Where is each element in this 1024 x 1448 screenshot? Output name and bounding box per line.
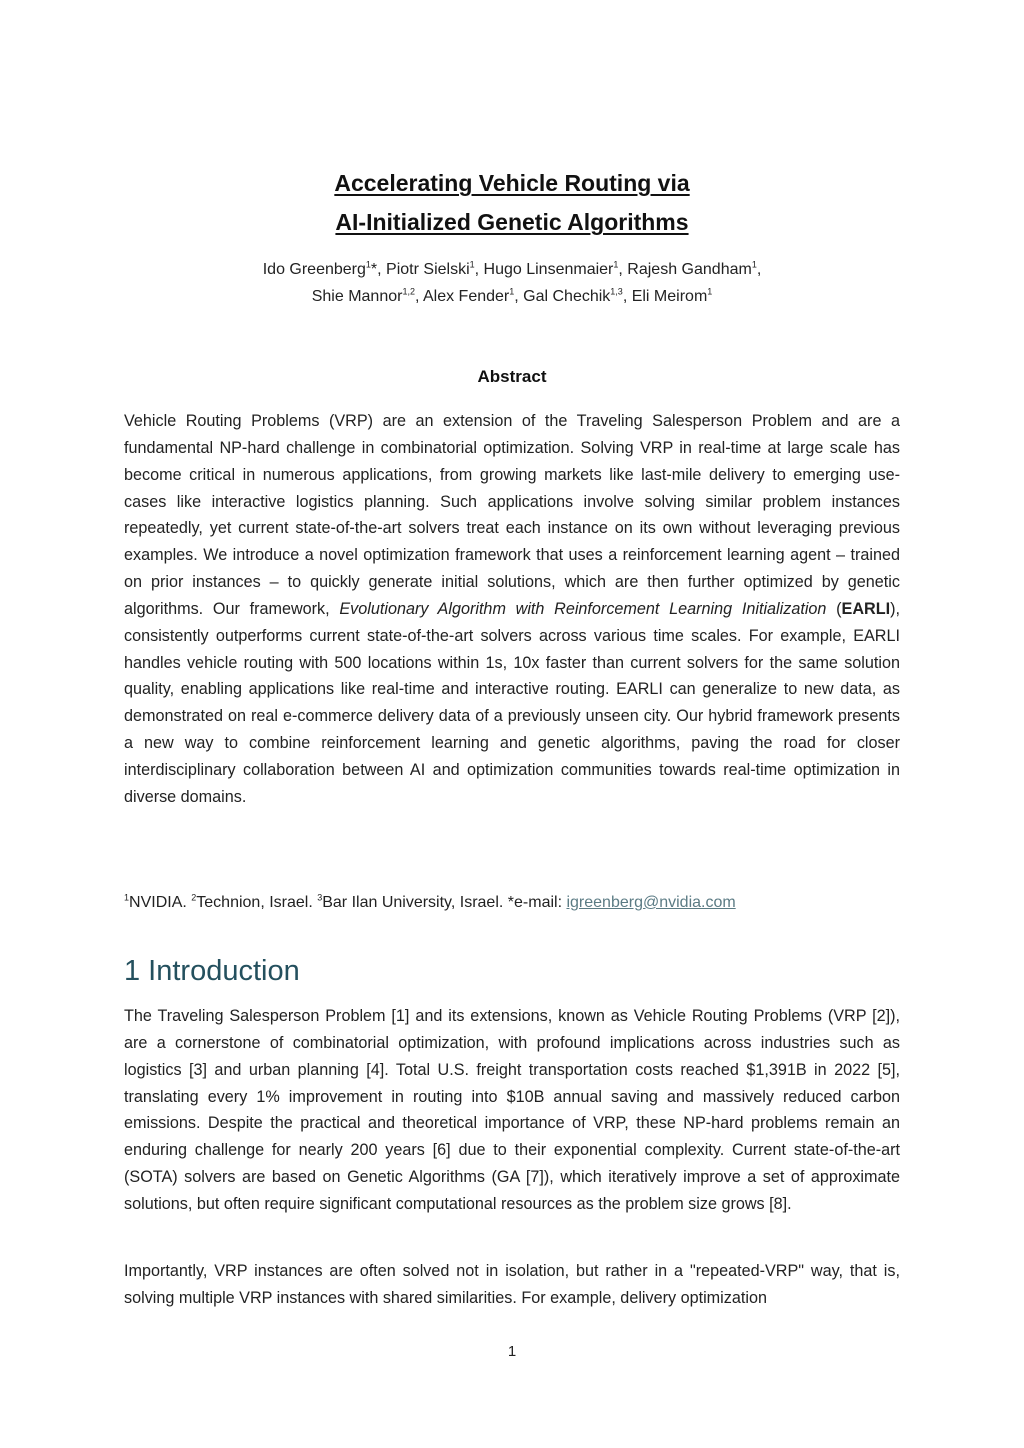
author-name: Hugo Linsenmaier [483,261,614,278]
author-affiliation-sup: 1,2 [402,286,415,297]
abstract-text-part-1: Vehicle Routing Problems (VRP) are an extension of the Traveling Salesperson Problem and are a fundamental NP-hard challenge in combinatorial optimization. Solving VRP in real-time at large scale has become critical in numerous applications, from growing markets like last-mile delivery to emerging use-cases like interactive logistics planning. Such applications involve solving similar problem instances repeatedly, yet current state-of-the-art solvers treat each instance on its own without leveraging previous examples. We introduce a novel optimization framework that uses a reinforcement learning agent – trained on prior instances – to quickly generate initial solutions, which are then further optimized by genetic algorithms. Our framework, [124,412,900,618]
author-name: Shie Mannor [311,288,403,305]
affiliation-sup: 1 [124,892,130,903]
affiliations-footnote [124,891,900,915]
author-name: Gal Chechik [523,288,611,305]
email-label: *e-mail: [507,894,567,911]
author-name: Eli Meirom [631,288,708,305]
author-name: Ido Greenberg [262,261,366,278]
author-name: Alex Fender [422,288,510,305]
author-affiliation-sup: 1 [613,259,619,270]
author-affiliation-sup: 1 [751,259,757,270]
author-name: Piotr Sielski [386,261,470,278]
framework-acronym: EARLI [841,599,891,618]
abstract-heading: Abstract [477,367,547,386]
author-line-2: Shie Mannor$^{1,2}$, Alex Fender$^1$, Gal Chechik$^{1,3}$, Eli Meirom$^1$ [311,286,713,305]
author-affiliation-sup: 1,3 [610,286,623,297]
abstract-body [124,408,900,811]
framework-name: Evolutionary Algorithm with Reinforcement Learning Initialization [339,599,827,618]
affiliation-text: Bar Ilan University, Israel. [322,894,508,911]
email-link[interactable]: igreenberg@nvidia.com [566,894,736,911]
author-affiliation-sup: 1 [509,286,515,297]
section-heading-introduction: 1 Introduction [124,955,300,987]
abstract-paren: ( [826,599,842,618]
author-affiliation-sup: 1 [707,286,713,297]
affiliation-text: Technion, Israel. [196,894,318,911]
author-affiliation-sup: 1 [365,259,371,270]
affiliation-sup: 2 [191,892,197,903]
corresponding-mark: * [370,261,378,278]
intro-paragraph-2: Importantly, VRP instances are often solved not in isolation, but rather in a "repeated-VRP" way, that is, solving multiple VRP instances with shared similarities. For example, delivery optimization [124,1262,900,1307]
intro-paragraph-1: The Traveling Salesperson Problem [1] and its extensions, known as Vehicle Routing Problems (VRP [2]), are a cornerstone of combinatorial optimization, with profound implications across industries such as logistics [3] and urban planning [4]. Total U.S. freight transportation costs reached $1,391B in 2022 [5], translating every 1% improvement in routing into $10B annual saving and massively reduced carbon emissions. Despite the practical and theoretical importance of VRP, these NP-hard problems remain an enduring challenge for nearly 200 years [6] due to their exponential complexity. Current state-of-the-art (SOTA) solvers are based on Genetic Algorithms (GA [7]), which iteratively improve a set of approximate solutions, but often require significant computational resources as the problem size grows [8]. [124,1007,900,1213]
abstract-text-part-2: ), consistently outperforms current state-of-the-art solvers across various time scales. For example, EARLI handles vehicle routing with 500 locations within 1s, 10x faster than current solvers for the same solution quality, enabling applications like real-time and interactive routing. EARLI can generalize to new data, as demonstrated on real e-commerce delivery data of a previously unseen city. Our hybrid framework presents a new way to combine reinforcement learning and genetic algorithms, paving the road for closer interdisciplinary collaboration between AI and optimization communities towards real-time optimization in diverse domains. [124,599,900,806]
author-affiliation-sup: 1 [469,259,475,270]
author-line-1: Ido Greenberg$^1$*, Piotr Sielski$^1$, Hugo Linsenmaier$^1$, Rajesh Gandham$^1$, [262,259,762,278]
affiliation-text: NVIDIA. [129,894,192,911]
author-list [0,256,1024,310]
paper-title [0,164,1024,242]
title-line-2: AI-Initialized Genetic Algorithms [335,209,689,235]
title-line-1: Accelerating Vehicle Routing via [334,170,690,196]
affiliation-sup: 3 [317,892,323,903]
page-number: 1 [507,1343,517,1360]
author-name: Rajesh Gandham [627,261,752,278]
